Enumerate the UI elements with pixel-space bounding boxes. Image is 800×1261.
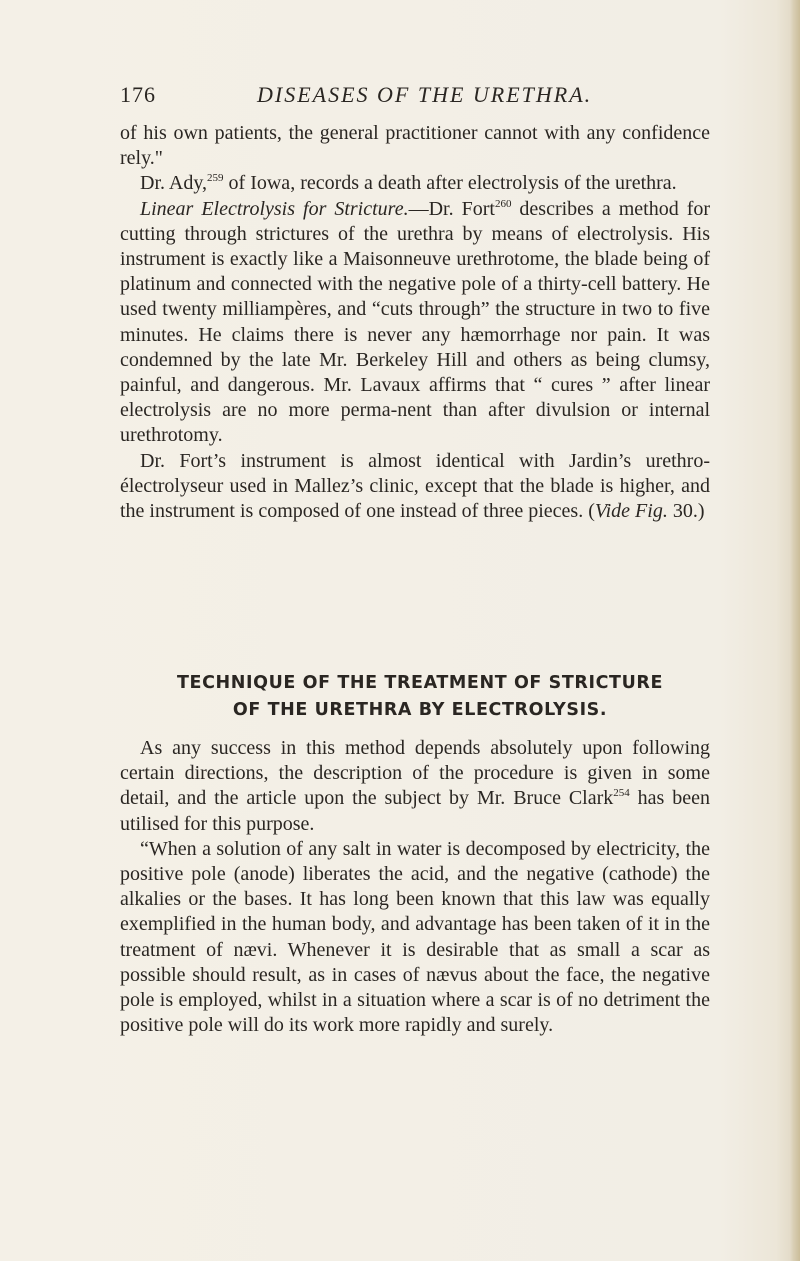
page-number: 176 [120,82,156,107]
paragraph-fort-instrument [120,449,710,525]
figure-reference: Vide Fig. [594,500,668,523]
ady-text-start: Dr. Ady, [140,172,208,195]
paragraph-ady [120,171,710,196]
linear-electrolysis-title: Linear Electrolysis for Stricture. [140,197,409,220]
paragraph-linear-electrolysis [120,197,710,449]
running-head: DISEASES OF THE URETHRA. [257,82,593,107]
reference-260: 260 [494,197,512,210]
instrument-text-end: 30.) [667,500,705,523]
directions-text-start: As any success in this method depends absolutely upon following certain directions, the description of the procedure is given in some detail, and the article upon the subject by Mr. Bruce Clark [120,737,710,810]
body-text-upper [120,121,710,524]
page-edge [790,0,800,1261]
section-heading-line-1: TECHNIQUE OF THE TREATMENT OF STRICTURE [176,673,664,693]
fort-text-start: —Dr. Fort [408,197,495,220]
paragraph-continuation: of his own patients, the general practitioner cannot with any confidence rely." [120,122,710,170]
directions-text-end: has been utilised for this purpose. [120,787,710,835]
ady-text-end: of Iowa, records a death after electrolysis of the urethra. [223,172,677,195]
paragraph-directions [120,736,710,837]
paragraph-quotation: “When a solution of any salt in water is decomposed by electricity, the positive pole (anode) liberates the acid, and the negative (cathode) the alkalies or the bases. It has long been known that this law was equally exemplified in the human body, and advantage has been taken of it in the treatment of nævi. Whenever it is desirable that as small a scar as possible should result, as in cases of nævus about the face, the negative pole is employed, whilst in a situation where a scar is of no detriment the positive pole will do its work more rapidly and surely. [120,837,710,1037]
section-heading [120,670,720,724]
body-text-lower [120,736,710,1038]
reference-259: 259 [207,172,224,185]
section-heading-line-2: OF THE URETHRA BY ELECTROLYSIS. [232,700,608,720]
fort-text-end: describes a method for cutting through strictures of the urethra by means of electrolysis. His instrument is exactly like a Maisonneuve urethrotome, the blade being of platinum and connected with the negative pole of a thirty-cell battery. He used twenty milliampères, and “cuts through” the structure in two to five minutes. He claims there is never any hæmorrhage nor pain. It was condemned by the late Mr. Berkeley Hill and others as being clumsy, painful, and dangerous. Mr. Lavaux affirms that “ cures ” after linear electrolysis are no more perma-nent than after divulsion or internal urethrotomy. [120,197,711,447]
reference-254: 254 [613,787,630,800]
page-header [120,78,740,118]
instrument-text-start: Dr. Fort’s instrument is almost identical with Jardin’s urethro-électrolyseur used in Mallez’s clinic, except that the blade is higher, and the instrument is composed of one instead of three pieces. ( [120,449,710,523]
